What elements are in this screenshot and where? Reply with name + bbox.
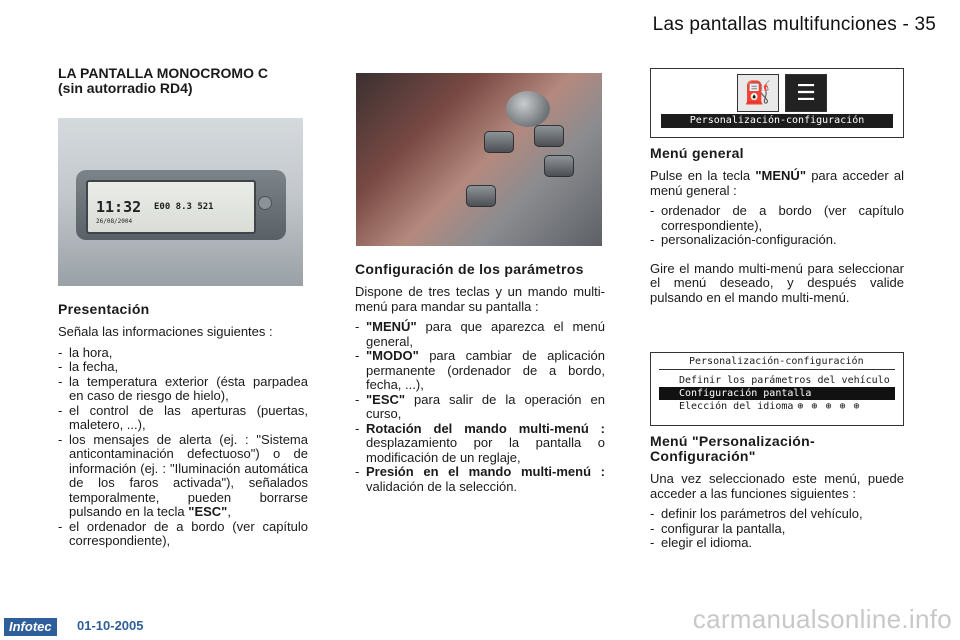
console-button-icon bbox=[466, 185, 496, 207]
configuration-title: Configuración de los parámetros bbox=[355, 261, 584, 277]
list-item bbox=[355, 422, 605, 466]
presentation-intro: Señala las informaciones siguientes : bbox=[58, 324, 273, 339]
menu-general-paragraph: Gire el mando multi-menú para seleccionar el menú deseado, y después valide pulsando en el mando multi-menú. bbox=[650, 260, 904, 305]
infotec-logo: Infotec bbox=[4, 618, 57, 636]
language-row-label: Elección del idioma bbox=[679, 401, 794, 412]
presentation-list bbox=[58, 346, 308, 549]
list-item: - definir los parámetros del vehículo, bbox=[650, 507, 904, 522]
esc-key-label: "ESC" bbox=[188, 504, 228, 519]
press-label: Presión en el mando multi-menú : bbox=[366, 464, 605, 479]
personalization-section bbox=[650, 434, 904, 551]
display-housing bbox=[76, 170, 286, 240]
display-values: E00 8.3 521 bbox=[154, 202, 214, 212]
menu-general-list bbox=[650, 204, 904, 248]
screen-row-selected: Configuración pantalla bbox=[659, 387, 895, 400]
list-item bbox=[355, 465, 605, 494]
list-item: - personalización-configuración. bbox=[650, 233, 904, 248]
console-button-icon bbox=[484, 131, 514, 153]
console-button-icon bbox=[544, 155, 574, 177]
display-time: 11:32 bbox=[96, 198, 142, 216]
menu-general-intro bbox=[650, 169, 904, 198]
list-item bbox=[355, 349, 605, 393]
list-item bbox=[58, 433, 308, 520]
language-flags-icon: ⊕ ⊕ ⊕ ⊕ ⊕ bbox=[797, 401, 861, 412]
monochrome-display bbox=[86, 180, 256, 234]
screen-title: Personalización-configuración bbox=[659, 355, 895, 370]
screen-selected-bar: Personalización-configuración bbox=[661, 114, 893, 128]
menu-key-label: "MENÚ" bbox=[755, 168, 806, 183]
print-date: 01-10-2005 bbox=[77, 618, 144, 633]
settings-sliders-icon: ☰ bbox=[785, 74, 827, 112]
configuration-section bbox=[355, 262, 605, 494]
list-item: - el ordenador de a bordo (ver capítulo correspondiente), bbox=[58, 520, 308, 549]
watermark: carmanualsonline.info bbox=[692, 604, 952, 634]
main-title-line2: (sin autorradio RD4) bbox=[58, 80, 193, 96]
presentation-section bbox=[58, 302, 308, 549]
intro-text: Pulse en la tecla bbox=[650, 168, 756, 183]
list-item: - ordenador de a bordo (ver capítulo correspondiente), bbox=[650, 204, 904, 233]
console-controls-photo bbox=[356, 73, 602, 246]
list-item: - configurar la pantalla, bbox=[650, 522, 904, 537]
list-item: - elegir el idioma. bbox=[650, 536, 904, 551]
list-item-text: los mensajes de alerta (ej. : "Sistema anticontaminación defectuoso") o de información (ej. : "Iluminación automática de los faros activada"), señalados temporalmente, pueden borrarse pulsando en la tecla bbox=[69, 431, 308, 519]
column-left bbox=[58, 66, 308, 96]
personalization-menu-screen bbox=[650, 352, 904, 426]
dashboard-display-photo bbox=[58, 118, 303, 286]
list-item-text: para cambiar de aplicación permanente (ordenador de a bordo, fecha, ...), bbox=[366, 348, 605, 392]
fuel-pump-icon: ⛽ bbox=[737, 74, 779, 112]
intro-text: para acceder al menú general : bbox=[650, 168, 904, 198]
configuration-intro: Dispone de tres teclas y un mando multi-menú para mandar su pantalla : bbox=[355, 284, 605, 314]
presentation-title: Presentación bbox=[58, 301, 150, 317]
list-item bbox=[355, 320, 605, 349]
personalization-intro: Una vez seleccionado este menú, puede acceder a las funciones siguientes : bbox=[650, 471, 904, 501]
rotation-label: Rotación del mando multi-menú : bbox=[366, 420, 605, 436]
menu-general-title: Menú general bbox=[650, 145, 744, 161]
list-item: - el control de las aperturas (puertas, maletero, ...), bbox=[58, 404, 308, 433]
list-item: - la fecha, bbox=[58, 360, 308, 375]
list-item-tail: , bbox=[227, 504, 231, 519]
menu-general-section bbox=[650, 146, 904, 311]
list-item-text: desplazamiento por la pantalla o modificación de un reglaje, bbox=[366, 435, 605, 465]
list-item-text: para que aparezca el menú general, bbox=[366, 319, 605, 349]
general-menu-screen bbox=[650, 68, 904, 138]
multi-menu-knob-icon bbox=[506, 91, 550, 127]
list-item bbox=[355, 393, 605, 422]
esc-key-label: "ESC" bbox=[366, 391, 406, 407]
mode-key-label: "MODO" bbox=[366, 348, 419, 363]
list-item: - la temperatura exterior (ésta parpadea en caso de riesgo de hielo), bbox=[58, 375, 308, 404]
configuration-list bbox=[355, 320, 605, 494]
page-header: Las pantallas multifunciones - 35 bbox=[652, 14, 936, 35]
list-item: - la hora, bbox=[58, 346, 308, 361]
console-button-icon bbox=[534, 125, 564, 147]
list-item-text: validación de la selección. bbox=[366, 478, 518, 494]
screen-row: Definir los parámetros del vehículo bbox=[679, 375, 890, 386]
main-title-line1: LA PANTALLA MONOCROMO C bbox=[58, 65, 268, 81]
menu-key-label: "MENÚ" bbox=[366, 319, 417, 334]
screen-row bbox=[651, 400, 903, 413]
dashboard-knob-icon bbox=[258, 196, 272, 210]
display-date: 26/08/2004 bbox=[96, 218, 133, 225]
main-title bbox=[58, 66, 308, 96]
list-item-text: para salir de la operación en curso, bbox=[366, 391, 605, 421]
personalization-title: Menú "Personalización-Configuración" bbox=[650, 433, 815, 464]
personalization-list bbox=[650, 507, 904, 551]
